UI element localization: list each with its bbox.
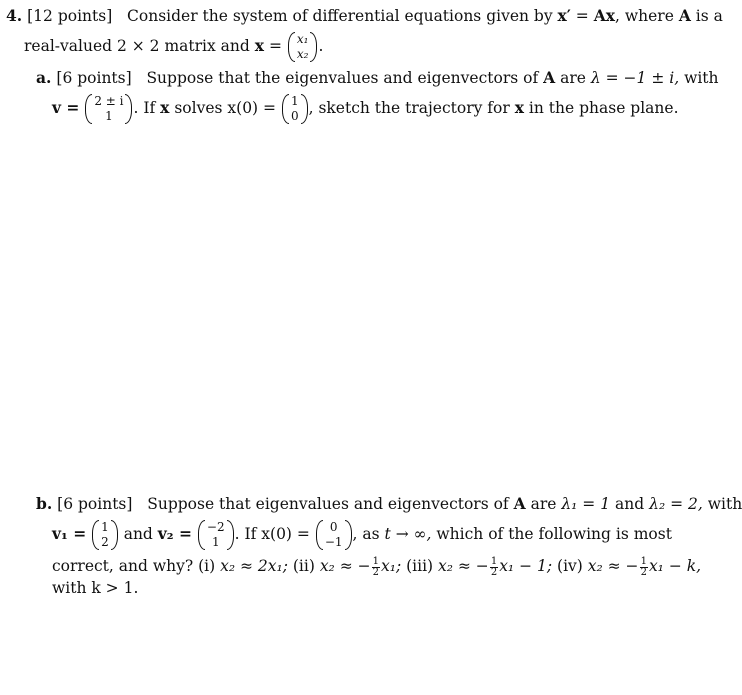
x-vector-entry-2: x₂: [296, 47, 309, 61]
part-b-with: with: [707, 495, 742, 513]
part-a-initial-entry-2: 0: [290, 109, 299, 123]
part-a-line-1: [36, 68, 719, 88]
part-b-v1-vector: [92, 520, 118, 550]
option-4-post: x₁ − k,: [648, 557, 702, 575]
part-a-end: in the phase plane.: [528, 99, 679, 117]
part-a-eigenvalues: λ = −1 ± i,: [590, 69, 680, 87]
part-b-text: Suppose that eigenvalues and eigenvectors of: [147, 495, 509, 513]
part-b-label: b.: [36, 494, 53, 513]
part-b-v1-entry-2: 2: [101, 535, 109, 549]
problem-intro-text: Consider the system of differential equations given by: [127, 7, 553, 25]
equals-sign: =: [575, 7, 589, 25]
part-b-line-3: [52, 556, 701, 578]
part-a-points: [6 points]: [56, 69, 132, 87]
part-b-initial-entry-2: −1: [324, 535, 343, 549]
problem-number: 4.: [6, 6, 23, 25]
part-b-which: which of the following is most: [436, 525, 672, 543]
x-vector-entry-1: x₁: [296, 32, 309, 46]
part-a-tail: , sketch the trajectory for: [308, 99, 510, 117]
part-a-solves: solves: [174, 99, 223, 117]
part-b-as: , as: [352, 525, 380, 543]
part-a-eigenvector: [85, 94, 132, 124]
problem-line-2: real-valued 2 × 2 matrix and x = x₁ x₂ .: [24, 32, 324, 61]
x-prime: x′: [557, 6, 571, 25]
part-b-initial-condition: x(0) =: [261, 525, 310, 543]
option-1: x₂ ≈ 2x₁;: [220, 557, 288, 575]
option-2-frac-den: 2: [372, 566, 379, 578]
part-b-lambda1: λ₁ = 1: [561, 495, 611, 513]
option-3-post: x₁ − 1;: [499, 557, 553, 575]
option-4-frac-den: 2: [640, 566, 647, 578]
part-b-points: [6 points]: [57, 495, 133, 513]
part-b-matrix-a: A: [513, 494, 526, 513]
part-a-initial-condition: x(0) =: [227, 99, 277, 117]
part-b-line-3-start: correct, and why? (i): [52, 557, 216, 575]
part-b-line-1: [36, 494, 742, 514]
option-3-label: (iii): [406, 557, 434, 575]
part-b-initial-vector: [316, 520, 352, 550]
option-3-fraction: [490, 557, 498, 578]
part-b-and-2: and: [123, 525, 153, 543]
part-b-t-limit: t → ∞,: [384, 525, 432, 543]
is-a-text: is a: [695, 7, 723, 25]
problem-line-2-text: real-valued 2 × 2 matrix and: [24, 37, 250, 55]
option-2-fraction: [372, 557, 380, 578]
ax-expression: Ax: [593, 6, 616, 25]
part-a-if: . If: [133, 99, 156, 117]
x-vector-symbol: x: [254, 36, 265, 55]
matrix-a: A: [678, 6, 691, 25]
part-a-x: x: [160, 98, 170, 117]
part-b-v2-entry-2: 1: [211, 535, 220, 549]
part-b-line-2: [52, 516, 672, 552]
part-a-with: with: [684, 69, 719, 87]
part-b-v2-eq: v₂ =: [157, 524, 192, 543]
option-3-pre: x₂ ≈ −: [438, 557, 489, 575]
part-b-lambda2: λ₂ = 2,: [649, 495, 703, 513]
option-2-pre: x₂ ≈ −: [319, 557, 371, 575]
part-a-v-eq: v =: [52, 98, 80, 117]
period: .: [318, 37, 324, 55]
option-2-post: x₁;: [380, 557, 402, 575]
part-b-v2-vector: [198, 520, 234, 550]
option-4-label: (iv): [557, 557, 583, 575]
option-4-fraction: [640, 557, 648, 578]
part-b-line-4-text: with k > 1.: [52, 579, 139, 597]
x-column-vector: [288, 32, 318, 62]
part-b-v1-eq: v₁ =: [52, 524, 87, 543]
part-a-matrix-a: A: [543, 68, 556, 87]
option-3-frac-num: 1: [490, 555, 498, 567]
part-a-text: Suppose that the eigenvalues and eigenvectors of: [146, 69, 539, 87]
part-b-line-4: [52, 578, 138, 598]
part-a-initial-entry-1: 1: [290, 94, 299, 108]
option-3-frac-den: 2: [490, 566, 498, 578]
part-a-line-2: [52, 91, 679, 125]
part-b-are: are: [530, 495, 557, 513]
option-4-pre: x₂ ≈ −: [587, 557, 639, 575]
option-4-frac-num: 1: [640, 555, 647, 567]
option-2-label: (ii): [292, 557, 315, 575]
option-2-frac-num: 1: [372, 555, 379, 567]
part-a-x-end: x: [514, 98, 524, 117]
problem-points: [12 points]: [27, 7, 113, 25]
part-b-v1-entry-1: 1: [101, 520, 109, 534]
part-b-initial-entry-1: 0: [329, 520, 338, 534]
part-a-eigenvector-entry-2: 1: [105, 109, 113, 123]
part-b-v2-entry-1: −2: [206, 520, 225, 534]
problem-line-1: [6, 6, 723, 26]
part-a-label: a.: [36, 68, 52, 87]
part-a-eigenvector-entry-1: 2 ± i: [94, 94, 124, 108]
part-a-are: are: [560, 69, 586, 87]
part-b-if: . If: [234, 525, 257, 543]
where-text: , where: [615, 7, 674, 25]
part-b-and: and: [615, 495, 645, 513]
part-a-initial-vector: [282, 94, 308, 124]
